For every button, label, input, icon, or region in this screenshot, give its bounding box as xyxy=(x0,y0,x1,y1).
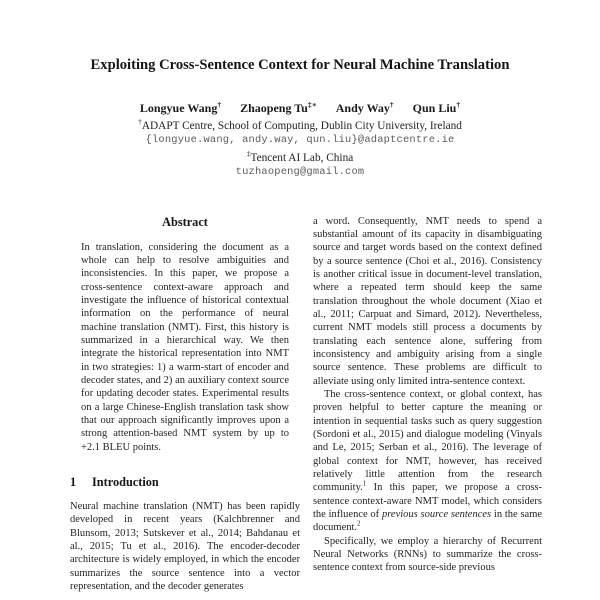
section-heading-introduction xyxy=(70,475,300,489)
paper-header xyxy=(0,0,600,179)
paragraph-text: in the same document. xyxy=(313,509,543,534)
author-name: Longyue Wang xyxy=(139,101,218,115)
affiliation-mark: † xyxy=(138,117,142,126)
paper-title: Exploiting Cross-Sentence Context for Neural Machine Translation xyxy=(90,57,510,73)
section-number: 1 xyxy=(70,475,77,490)
abstract-paragraph: In translation, considering the document as a whole can help to resolve ambiguities and inconsistencies. In this paper, we propose a cross-sentence context-aware approach and investigate the influence of historical contextual information on the performance of neural machine translation (NMT). First, this history is summarized in a hierarchical way. We then integrate the historical representation into NMT in two strategies: 1) a warm-start of encoder and decoder states, and 2) an auxiliary context source for updating decoder states. Experimental results on a large Chinese-English translation task show that our approach significantly improves upon a strong attention-based NMT system by up to +2.1 BLEU points. xyxy=(81,241,289,453)
paragraph-nmt-capacity: a word. Consequently, NMT needs to spend a substantial amount of its capacity in disambiguating source and target words based on the context defined by a source sentence (Choi et al., 2016). Consistency is another critical issue in document-level translation, where a repeated term should keep the same translation throughout the whole document (Xiao et al., 2011; Carpuat and Simard, 2012). Nevertheless, current NMT models still process a documents by translating each sentence alone, suffering from inconsistency and ambiguity arising from a single source sentence. These problems are difficult to alleviate using only limited intra-sentence context. xyxy=(313,215,542,387)
paragraph-text: In this paper, we propose a cross-sentence context-aware NMT model, which considers the influence of xyxy=(313,482,542,521)
affiliation-line-2 xyxy=(0,147,600,165)
affiliation-text: ADAPT Centre, School of Computing, Dublin City University, Ireland xyxy=(141,119,462,132)
section-title: Introduction xyxy=(92,475,159,490)
author-mark: ‡∗ xyxy=(307,100,317,109)
author-mark: † xyxy=(389,100,394,109)
footnote-ref-2: 2 xyxy=(357,519,361,528)
left-column xyxy=(70,215,300,594)
email-line-1: {longyue.wang, andy.way, qun.liu}@adaptcentre.ie xyxy=(145,133,455,146)
two-column-body xyxy=(70,215,542,594)
footnote-ref-1: 1 xyxy=(362,479,367,488)
affiliation-mark: ‡ xyxy=(246,148,251,158)
intro-paragraph: Neural machine translation (NMT) has been rapidly developed in recent years (Kalchbrenner and Blunsom, 2013; Sutskever et al., 2014; Bahdanau et al., 2015; Tu et al., 2016). The encoder-decoder architecture is widely employed, in which the encoder summarizes the source sentence into a vector representation, and the decoder generates xyxy=(70,501,300,593)
author-mark: † xyxy=(456,100,461,109)
author xyxy=(336,101,394,115)
author-name: Zhaopeng Tu xyxy=(240,101,308,115)
italic-phrase: previous source sentences xyxy=(381,509,492,521)
paragraph-global-context xyxy=(313,388,542,535)
affiliation-text: Tencent AI Lab, China xyxy=(250,151,354,164)
author-mark: † xyxy=(217,100,222,109)
affiliation-line-1 xyxy=(0,115,600,133)
paragraph-specifically: Specifically, we employ a hierarchy of Recurrent Neural Networks (RNNs) to summarize the cross-sentence context from source-side previous xyxy=(313,535,542,574)
author-name: Qun Liu xyxy=(412,101,457,115)
abstract-body xyxy=(70,241,300,455)
author xyxy=(413,101,460,115)
author xyxy=(140,101,221,115)
right-column xyxy=(313,215,542,594)
abstract-heading: Abstract xyxy=(162,214,208,229)
email-line-2: tuzhaopeng@gmail.com xyxy=(235,165,365,178)
authors-line xyxy=(0,98,600,115)
paragraph-text: The cross-sentence context, or global context, has proven helpful to better capture the meaning or intention in sequential tasks such as query suggestion (Sordoni et al., 2015) and dialogue modeling (Vinyals and Le, 2015; Serban et al., 2016). The leverage of global context for NMT, however, has received relatively little attention from the research community. xyxy=(313,389,542,494)
author xyxy=(240,101,317,115)
author-name: Andy Way xyxy=(335,101,390,115)
